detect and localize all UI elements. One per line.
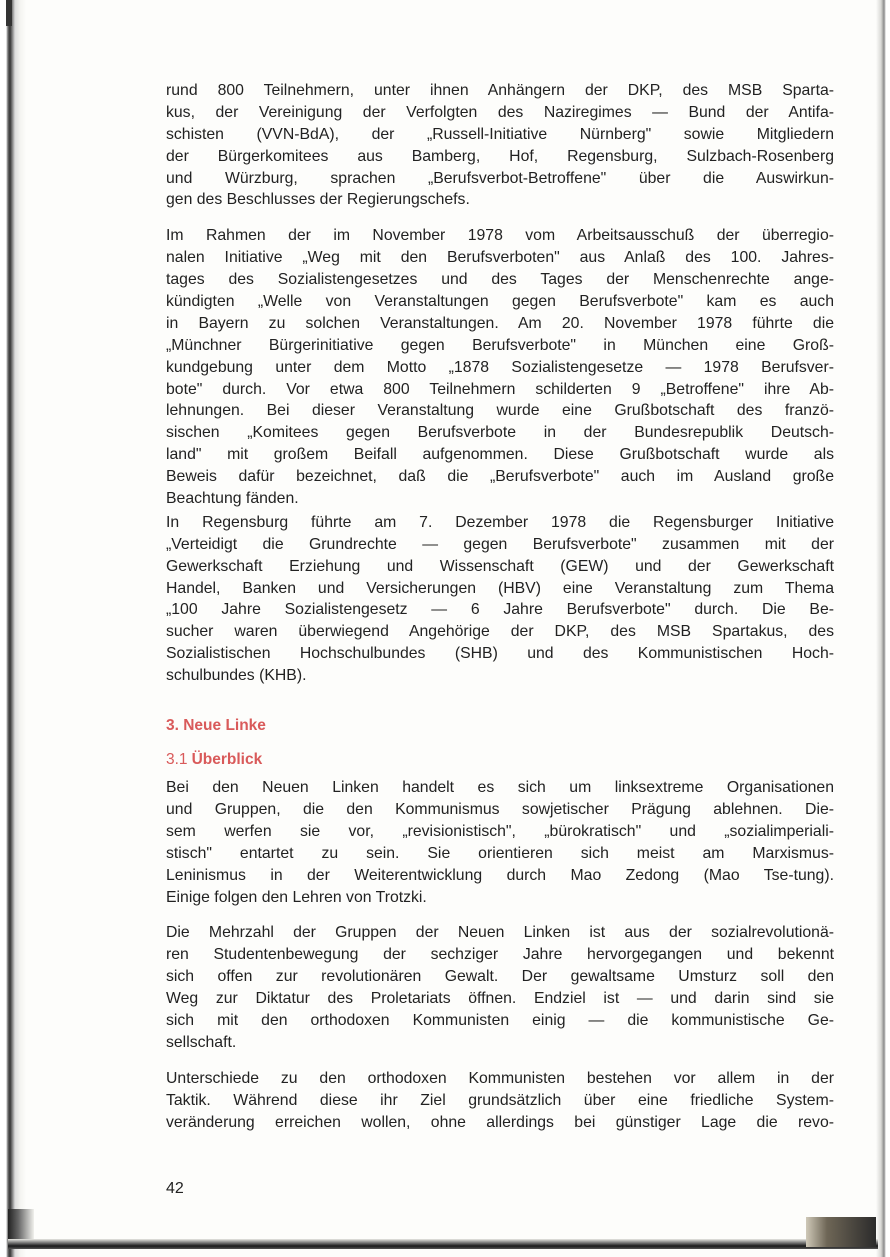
paragraph xyxy=(166,1068,834,1134)
text-line: in Bayern zu solchen Veranstaltungen. Am 20. November 1978 führte die xyxy=(166,314,834,332)
text-line: rund 800 Teilnehmern, unter ihnen Anhängern der DKP, des MSB Sparta- xyxy=(166,82,834,99)
text-line: Taktik. Während diese ihr Ziel grundsätzlich über eine friedliche System- xyxy=(166,1091,834,1109)
scan-edge-right xyxy=(876,0,890,1257)
text-line: gen des Beschlusses der Regierungschefs. xyxy=(166,191,470,209)
paragraph xyxy=(166,512,834,687)
scan-edge-bottom-tab xyxy=(806,1217,876,1247)
scan-edge-bottom xyxy=(8,1239,878,1249)
scan-edge-left xyxy=(0,0,26,1257)
text-line: schulbundes (KHB). xyxy=(166,667,307,685)
text-line: kundgebung unter dem Motto „1878 Sozialistengesetze — 1978 Berufsver- xyxy=(166,358,834,376)
paragraph xyxy=(166,225,834,510)
subsection-heading xyxy=(166,749,834,771)
text-line: In Regensburg führte am 7. Dezember 1978 die Regensburger Initiative xyxy=(166,513,834,531)
text-line: und Gruppen, die den Kommunismus sowjetischer Prägung ablehnen. Die- xyxy=(166,800,834,818)
text-line: „Verteidigt die Grundrechte — gegen Berufsverbote" zusammen mit der xyxy=(166,535,834,553)
body-text xyxy=(166,80,834,1147)
text-line: Die Mehrzahl der Gruppen der Neuen Linken ist aus der sozialrevolutionä- xyxy=(166,924,834,942)
text-line: sich offen zur revolutionären Gewalt. Der gewaltsame Umsturz soll den xyxy=(166,968,834,986)
text-line: sischen „Komitees gegen Berufsverbote in der Bundesrepublik Deutsch- xyxy=(166,424,834,442)
subsection-number: 3.1 xyxy=(166,751,188,769)
text-line: land" mit großem Beifall aufgenommen. Diese Grußbotschaft wurde als xyxy=(166,446,834,464)
text-line: kus, der Vereinigung der Verfolgten des Naziregimes — Bund der Antifa- xyxy=(166,103,834,121)
paragraph xyxy=(166,922,834,1053)
paragraph xyxy=(166,80,834,211)
text-line: kündigten „Welle von Veranstaltungen gegen Berufsverbote" kam es auch xyxy=(166,293,834,311)
text-line: lehnungen. Bei dieser Veranstaltung wurde eine Grußbotschaft des franzö- xyxy=(166,402,834,420)
text-line: Beweis dafür bezeichnet, daß die „Berufsverbote" auch im Ausland große xyxy=(166,468,834,486)
section-heading: 3. Neue Linke xyxy=(166,717,266,735)
text-line: Einige folgen den Lehren von Trotzki. xyxy=(166,888,427,906)
text-line: bote" durch. Vor etwa 800 Teilnehmern schilderten 9 „Betroffene" ihre Ab- xyxy=(166,380,834,398)
text-line: Bei den Neuen Linken handelt es sich um linksextreme Organisationen xyxy=(166,779,834,797)
text-line: Weg zur Diktatur des Proletariats öffnen. Endziel ist — und darin sind sie xyxy=(166,990,834,1008)
scan-edge-left-mark xyxy=(6,0,12,26)
text-line: Leninismus in der Weiterentwicklung durch Mao Zedong (Mao Tse-tung). xyxy=(166,866,834,884)
text-line: Unterschiede zu den orthodoxen Kommunisten bestehen vor allem in der xyxy=(166,1069,834,1087)
text-line: tages des Sozialistengesetzes und des Tages der Menschenrechte ange- xyxy=(166,271,834,289)
text-line: sich mit den orthodoxen Kommunisten einig — die kommunistische Ge- xyxy=(166,1011,834,1029)
text-line: sem werfen sie vor, „revisionistisch", „bürokratisch" und „sozialimperiali- xyxy=(166,822,834,840)
text-line: stisch" entartet zu sein. Sie orientieren sich meist am Marxismus- xyxy=(166,844,834,862)
text-line: Gewerkschaft Erziehung und Wissenschaft (GEW) und der Gewerkschaft xyxy=(166,557,834,575)
text-line: „100 Jahre Sozialistengesetz — 6 Jahre Berufsverbote" durch. Die Be- xyxy=(166,601,834,619)
text-line: „Münchner Bürgerinitiative gegen Berufsverbote" in München eine Groß- xyxy=(166,336,834,354)
text-line: und Würzburg, sprachen „Berufsverbot-Betroffene" über die Auswirkun- xyxy=(166,169,834,187)
subsection-title: Überblick xyxy=(191,751,263,769)
text-line: nalen Initiative „Weg mit den Berufsverboten" aus Anlaß des 100. Jahres- xyxy=(166,249,834,267)
page-number: 42 xyxy=(166,1180,184,1197)
text-line: Sozialistischen Hochschulbundes (SHB) und des Kommunistischen Hoch- xyxy=(166,645,834,663)
paragraph xyxy=(166,777,834,908)
text-line: veränderung erreichen wollen, ohne allerdings bei günstiger Lage die revo- xyxy=(166,1113,834,1131)
text-line: sellschaft. xyxy=(166,1033,237,1051)
text-line: ren Studentenbewegung der sechziger Jahre hervorgegangen und bekennt xyxy=(166,946,834,964)
text-line: Handel, Banken und Versicherungen (HBV) eine Veranstaltung zum Thema xyxy=(166,579,834,597)
text-line: der Bürgerkomitees aus Bamberg, Hof, Regensburg, Sulzbach-Rosenberg xyxy=(166,147,834,165)
text-line: Beachtung fänden. xyxy=(166,490,299,508)
text-line: Im Rahmen der im November 1978 vom Arbeitsausschuß der überregio- xyxy=(166,227,834,245)
text-line: sucher waren überwiegend Angehörige der DKP, des MSB Spartakus, des xyxy=(166,623,834,641)
text-line: schisten (VVN-BdA), der „Russell-Initiative Nürnberg" sowie Mitgliedern xyxy=(166,125,834,143)
